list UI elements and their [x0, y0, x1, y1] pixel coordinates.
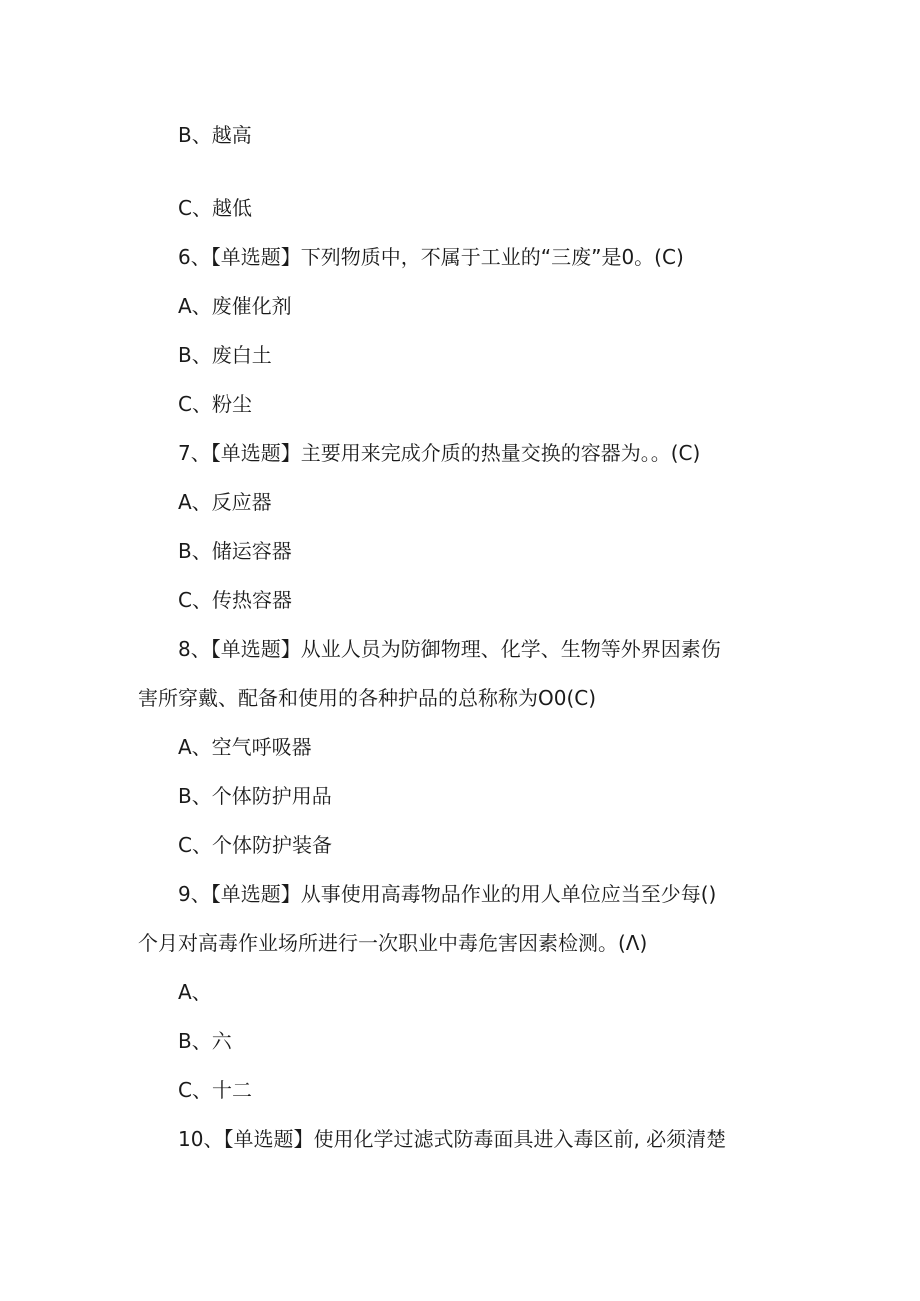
- option-b: B、储运容器: [178, 539, 292, 563]
- question-8-continuation: 害所穿戴、配备和使用的各种护品的总称称为O0(C): [138, 686, 597, 710]
- question-6: 6、【单选题】下列物质中，不属于工业的“三废”是0。(C): [178, 245, 684, 269]
- question-9-continuation: 个月对高毒作业场所进行一次职业中毒危害因素检测。(Λ): [138, 931, 648, 955]
- option-c: C、粉尘: [178, 392, 252, 416]
- question-8: 8、【单选题】从业人员为防御物理、化学、生物等外界因素伤: [178, 637, 721, 661]
- option-c: C、个体防护装备: [178, 833, 332, 857]
- option-a: A、: [178, 980, 212, 1004]
- option-c: C、十二: [178, 1078, 252, 1102]
- option-c: C、越低: [178, 196, 252, 220]
- question-9: 9、【单选题】从事使用高毒物品作业的用人单位应当至少每(): [178, 882, 717, 906]
- option-b: B、废白土: [178, 343, 272, 367]
- option-c: C、传热容器: [178, 588, 292, 612]
- option-a: A、废催化剂: [178, 294, 292, 318]
- option-b: B、六: [178, 1029, 232, 1053]
- question-10: 10、【单选题】使用化学过滤式防毒面具进入毒区前, 必须清楚: [178, 1127, 727, 1151]
- option-b: B、个体防护用品: [178, 784, 332, 808]
- question-7: 7、【单选题】主要用来完成介质的热量交换的容器为。。(C): [178, 441, 701, 465]
- option-b: B、越高: [178, 123, 252, 147]
- option-a: A、反应器: [178, 490, 272, 514]
- option-a: A、空气呼吸器: [178, 735, 312, 759]
